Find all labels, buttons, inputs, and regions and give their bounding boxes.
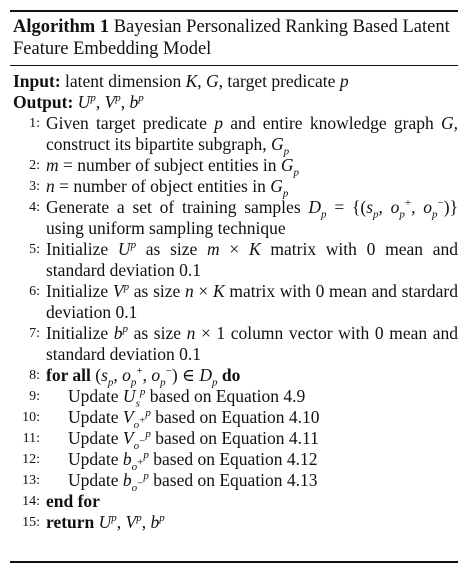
step-text: Update $U_s^p$ based on Equation 4.9: [68, 386, 306, 410]
step-text: Update $b_{o^-}^p$ based on Equation 4.13: [68, 470, 318, 494]
line-number: 1:: [29, 116, 40, 131]
keyword-end-for: end for: [46, 491, 100, 511]
step-line: [10, 491, 458, 512]
line-number: 15:: [22, 515, 40, 530]
line-number: 3:: [29, 179, 40, 194]
keyword-for-all: for all: [46, 365, 91, 385]
line-number: 4:: [29, 200, 40, 215]
step-line: [10, 239, 458, 281]
algorithm-body: [10, 66, 458, 533]
step-line: [10, 512, 458, 533]
step-line: [10, 470, 458, 494]
input-label: Input:: [13, 71, 61, 91]
step-line: [10, 197, 458, 239]
step-line: [10, 407, 458, 431]
step-line: [10, 155, 458, 179]
step-line: [10, 176, 458, 200]
step-line: [10, 323, 458, 365]
line-number: 12:: [22, 452, 40, 467]
step-text: Update $V_{o^+}^p$ based on Equation 4.10: [68, 407, 320, 431]
line-number: 11:: [22, 431, 40, 446]
input-line: [10, 71, 458, 92]
step-line: [10, 113, 459, 158]
step-text: Initialize $b^p$ as size n × 1 column vector with 0 mean and standard deviation 0.1: [46, 323, 458, 364]
step-text: for all ($s_p$, $o_p^+$, $o_p^-$) ∈ $D_p$ do: [46, 365, 241, 389]
input-text: latent dimension K, G, target predicate p: [65, 71, 349, 91]
bottom-rule: [10, 561, 458, 563]
line-number: 7:: [29, 326, 40, 341]
algorithm-title: Bayesian Personalized Ranking Based Latent Feature Embedding Model: [13, 17, 450, 59]
step-line: [10, 386, 458, 410]
line-number: 8:: [29, 368, 40, 383]
step-line: [10, 281, 458, 323]
step-text: Update $V_{o^-}^p$ based on Equation 4.11: [68, 428, 319, 452]
line-number: 14:: [22, 494, 40, 509]
keyword-return: return: [46, 512, 95, 532]
output-label: Output:: [13, 92, 74, 112]
step-text: Generate a set of training samples $D_p = \{(s_p$, $o_p^+$, $o_p^-$)} using uniform sampling technique: [46, 197, 458, 238]
step-text: m = number of subject entities in $G_p$: [46, 155, 300, 179]
step-text: Initialize $V^p$ as size n × K matrix with 0 mean and stardard deviation 0.1: [46, 281, 458, 322]
keyword-do: do: [221, 365, 241, 385]
step-text: Update $b_{o^+}^p$ based on Equation 4.12: [68, 449, 318, 473]
algorithm-label: Algorithm 1: [13, 17, 110, 37]
step-line: [10, 428, 458, 452]
step-text: return $U^p$, $V^p$, $b^p$: [46, 512, 165, 532]
step-text: n = number of object entities in $G_p$: [46, 176, 289, 200]
line-number: 10:: [22, 410, 40, 425]
line-number: 2:: [29, 158, 40, 173]
step-text: [46, 491, 458, 512]
line-number: 6:: [29, 284, 40, 299]
output-line: [10, 92, 458, 113]
step-line: [10, 449, 458, 473]
line-number: 5:: [29, 242, 40, 257]
step-text: Initialize $U^p$ as size m × K matrix with 0 mean and standard deviation 0.1: [46, 239, 458, 280]
line-number: 13:: [22, 473, 40, 488]
output-text: $U^p$, $V^p$, $b^p$: [77, 92, 144, 112]
step-line: [10, 365, 458, 389]
algorithm-block: [10, 10, 458, 533]
algorithm-caption: [10, 12, 458, 65]
line-number: 9:: [29, 389, 40, 404]
step-text: Given target predicate p and entire knowledge graph G, construct its bipartite subgraph, $G_p$: [46, 113, 459, 158]
